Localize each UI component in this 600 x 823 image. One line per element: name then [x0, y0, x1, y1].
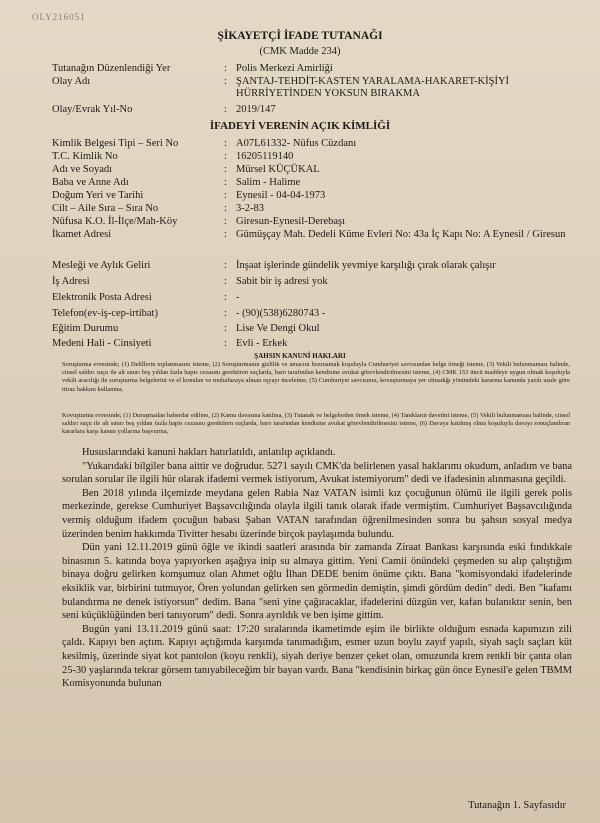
- field-label: Cilt – Aile Sıra – Sıra No: [52, 203, 159, 214]
- document-subtitle: (CMK Madde 234): [259, 46, 341, 57]
- field-colon: :: [224, 76, 227, 87]
- field-value: A07L61332- Nüfus Cüzdanı: [236, 138, 357, 149]
- field-value: - (90)(538)6280743 -: [236, 308, 326, 319]
- field-colon: :: [224, 323, 227, 334]
- document-title: ŞİKAYETÇİ İFADE TUTANAĞI: [217, 30, 383, 42]
- rights-investigation-text: Soruşturma evresinde; (1) Delillerin toplanmasını isteme, (2) Soruşturmanın gizlilik ve amacını bozmamak koşuluyla Cumhuriyet savcısından belge örneği isteme, (3) Vekili bulunmaması halinde, cinsel saldırı suçu ile alt sınırı beş yıldan fazla hapis cezasını gerektiren suçlarda, baro tarafından kendisine avukat görevlendirilmesini isteme, (4) CMK 153 üncü maddeye uygun olmak koşuluyla vekili aracılığı ile soruşturma belgelerini ve el konulan ve muhafazaya alınan eşyayı inceletme, (5) Cumhuriyet savcısının, kovuşturmaya yer olmadığı yönündeki kararına kanunda yazılı usule göre itiraz hakkını kullanma;: [62, 361, 570, 393]
- field-label: Mesleği ve Aylık Geliri: [52, 260, 151, 271]
- field-value: 2019/147: [236, 104, 276, 115]
- statement-paragraph: Bugün yani 13.11.2019 günü saat: 17:20 sıralarında ikametimde eşim ile birlikte olduğum esnada kapımızın zili çaldı. Kapıyı ben açtım. Kapıyı açtığımda karşımda tanımadığım, esmer uzun boylu zayıf yapılı, siyah saçlı saçları küt kesilmiş, üzerinde siyat kot pantolon (koyu renkli), siyah deriye benzer çeket olan, omuzunda krem renkli bir çanta olan 25-30 yaşlarında tekrar görsem tanıyabileceğim bir bayan vardı. Bana "kendisinin birkaç gün önce Eynesil'e gelen TBMM Komisyonunda bulunan: [62, 623, 572, 690]
- field-value: Sabit bir iş adresi yok: [236, 276, 328, 287]
- field-label: Medeni Hali - Cinsiyeti: [52, 338, 152, 349]
- field-colon: :: [224, 151, 227, 162]
- field-label: Tutanağın Düzenlendiği Yer: [52, 63, 171, 74]
- field-value: 16205119140: [236, 151, 294, 162]
- field-label: İş Adresi: [52, 276, 90, 287]
- field-label: Eğitim Durumu: [52, 323, 119, 334]
- field-value: İnşaat işlerinde gündelik yevmiye karşılığı çırak olarak çalışır: [236, 260, 496, 271]
- statement-paragraph: "Yukarıdaki bilgiler bana aittir ve doğrudur. 5271 sayılı CMK'da belirlenen yasal haklarımı okudum, anladım ve bana sorulan sorular ile ilgili hür olarak ifademi vermek istiyorum, Avukat istemiyorum" dedi ve ifadesinin alınmasına geçildi.: [62, 460, 572, 486]
- field-value: Eynesil - 04-04-1973: [236, 190, 326, 201]
- field-label: T.C. Kimlik No: [52, 151, 118, 162]
- rights-prosecution-text: Kovuşturma evresinde; (1) Duruşmadan haberdar edilme, (2) Kamu davasına katılma, (3) Tutanak ve belgelerden örnek isteme, (4) Tanıkların davetini isteme, (5) Vekili bulunmaması halinde, cinsel saldırı suçu ile alt sınırı beş yıldan fazla hapis cezasını gerektiren suçlarda, baro tarafından kendisine avukat görevlendirilmesini isteme, (6) Davaya katılmış olma koşuluyla davayı sonuçlandıran kararlara karşı kanun yollarına başvurma,: [62, 412, 570, 436]
- field-value: Evli - Erkek: [236, 338, 288, 349]
- field-value: Gümüşçay Mah. Dedeli Küme Evleri No: 43a İç Kapı No: A Eynesil / Giresun: [236, 229, 566, 240]
- field-colon: :: [224, 164, 227, 175]
- field-label: İkamet Adresi: [52, 229, 112, 240]
- identity-section-title: İFADEYİ VERENİN AÇIK KİMLİĞİ: [209, 120, 391, 132]
- field-value: Polis Merkezi Amirliği: [236, 63, 333, 74]
- field-label: Olay/Evrak Yıl-No: [52, 104, 133, 115]
- field-value: 3-2-83: [236, 203, 264, 214]
- field-value: Mürsel KÜÇÜKAL: [236, 164, 320, 175]
- statement-paragraph: Dün yani 12.11.2019 günü öğle ve ikindi saatleri arasında bir zamanda Ziraat Bankası karşısında eski fındıkkale binasının 5. katında boya yapıyorken aşağıya inip su almaya gittim. Yeni Camii önündeki çeşmeden su alıp çalıştığım binaya doğru gelirken komşumuz olan Ahmet oğlu İlhan DEDE benim önüme çıktı. Bana "komisyondaki ifadelerinde eksiklik var, birbirini tutmuyor, Ören yolundan gelirken sen görmedin demiştin, şimdi gördüm dedin" dedi. Ben "kafamı bulandırma ne denek istiyorsun" dedim. Bana "seni yine çağıracaklar, ifadelerini düzgün ver, kafan bulanıktır senin, ben seni küçüklüğünden beri tanıyorum" dedi. Sonra ayrıldık ve ben işime gittim.: [62, 542, 572, 622]
- statement-paragraph: Hususlarındaki kanuni hakları hatırlatıldı, anlatılıp açıklandı.: [82, 447, 336, 458]
- field-label: Olay Adı: [52, 76, 91, 87]
- field-colon: :: [224, 338, 227, 349]
- field-value: Salim - Halime: [236, 177, 301, 188]
- statement-paragraph: Ben 2018 yılında ilçemizde meydana gelen Rabia Naz VATAN isimli kız çocuğunun ölümü ile ilgili gerek polis merkezinde, gerekse Cumhuriyet Başsavcılığında olayla ilgili tanık olarak ifade vermiştim. Cumhuriyet Başsavcılığında vermiş olduğum ifadem çocuğun babası Şaban VATAN tarafından öğrenilmesinden sonra bu şahsın sosyal medya üzerinden benim hakkımda Tivitter hesabı üzerinde birçok paylaşımda bulundu.: [62, 487, 572, 540]
- field-label: Elektronik Posta Adresi: [52, 292, 152, 303]
- field-value: ŞANTAJ-TEHDİT-KASTEN YARALAMA-HAKARET-KİŞİYİ HÜRRİYETİNDEN YOKSUN BIRAKMA: [236, 76, 510, 99]
- field-label: Nüfusa K.O. İl-İlçe/Mah-Köy: [52, 216, 178, 227]
- field-colon: :: [224, 177, 227, 188]
- field-colon: :: [224, 308, 227, 319]
- field-colon: :: [224, 229, 227, 240]
- field-colon: :: [224, 216, 227, 227]
- field-colon: :: [224, 138, 227, 149]
- field-label: Kimlik Belgesi Tipi – Seri No: [52, 138, 179, 149]
- document-stamp-id: OLY216051: [32, 12, 86, 22]
- field-label: Baba ve Anne Adı: [52, 177, 129, 188]
- statement-body: [62, 446, 572, 691]
- field-value: -: [236, 292, 240, 303]
- rights-title: ŞAHSIN KANUNİ HAKLARI: [254, 352, 346, 360]
- field-colon: :: [224, 104, 227, 115]
- field-label: Telefon(ev-iş-cep-irtibat): [52, 308, 158, 319]
- field-colon: :: [224, 203, 227, 214]
- field-colon: :: [224, 292, 227, 303]
- field-colon: :: [224, 276, 227, 287]
- field-value: Giresun-Eynesil-Derebaşı: [236, 216, 346, 227]
- field-colon: :: [224, 190, 227, 201]
- field-value: Lise Ve Dengi Okul: [236, 323, 320, 334]
- field-label: Adı ve Soyadı: [52, 164, 113, 175]
- field-colon: :: [224, 260, 227, 271]
- field-label: Doğum Yeri ve Tarihi: [52, 190, 144, 201]
- page-footer: Tutanağın 1. Sayfasıdır: [468, 800, 566, 811]
- field-colon: :: [224, 63, 227, 74]
